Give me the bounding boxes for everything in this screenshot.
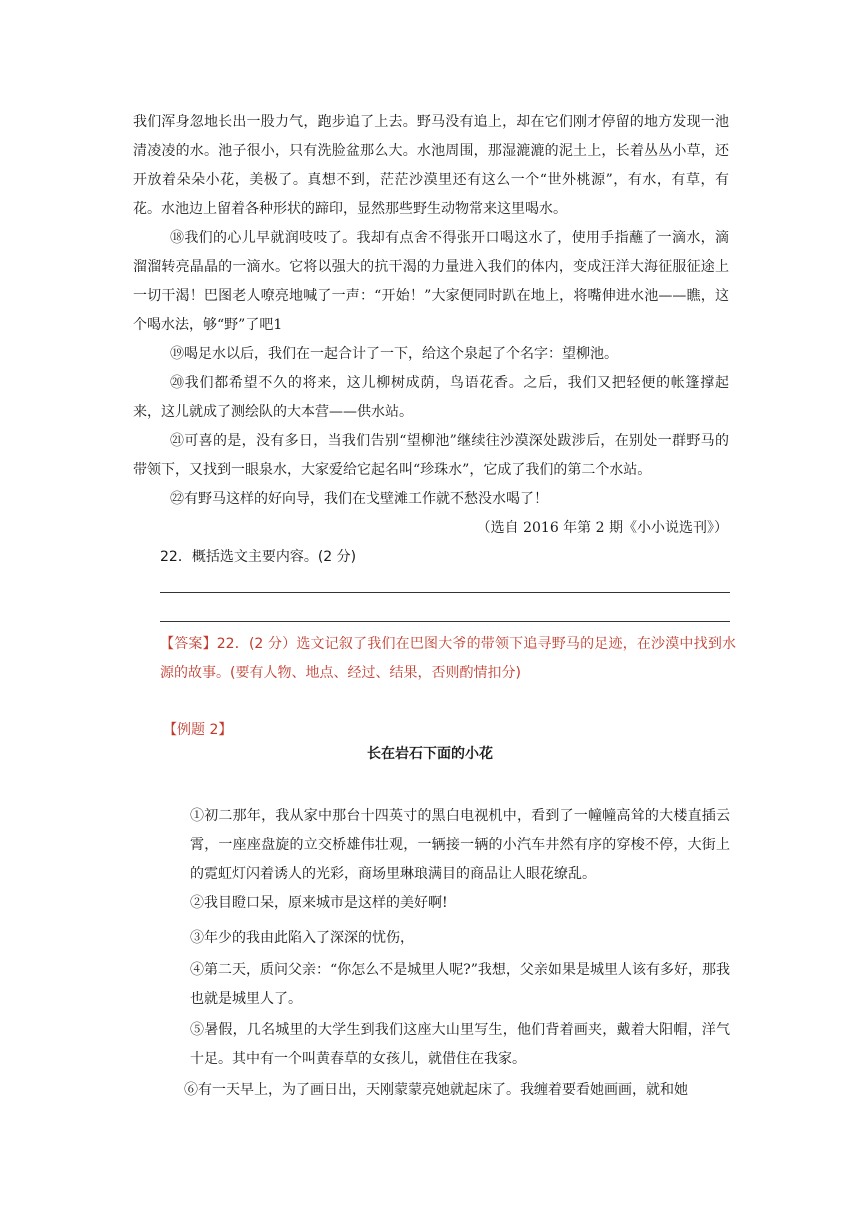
story-paragraph-2: ②我目瞪口呆，原来城市是这样的美好啊! <box>190 895 448 911</box>
story-paragraph-3: ③年少的我由此陷入了深深的忧伤， <box>190 930 414 946</box>
paragraph-21: ㉑可喜的是，没有多日，当我们告别“望柳池”继续往沙漠深处跋涉后，在别处一群野马的带领下，又找到一眼泉水，大家爱给它起名叫“珍珠水”，它成了我们的第二个水站。 <box>133 433 729 478</box>
story-paragraph-6: ⑥有一天早上，为了画日出，天刚蒙蒙亮她就起床了。我缠着要看她画画，就和她 <box>184 1082 688 1098</box>
paragraph-20: ⑳我们都希望不久的将来，这儿柳树成荫，鸟语花香。之后，我们又把轻便的帐篷撑起来，这儿就成了测绘队的大本营——供水站。 <box>133 375 729 420</box>
answer-label: 【答案】 <box>160 636 217 652</box>
paragraph-18: ⑱我们的心儿早就润吱吱了。我却有点舍不得张开口喝这水了，使用手指蘸了一滴水，滴溜溜转亮晶晶的一滴水。它将以强大的抗干渴的力量进入我们的体内，变成汪洋大海征服征途上一切干渴！巴图老人嘹亮地喊了一声：“开始！”大家便同时趴在地上，将嘴伸进水池——瞧，这个喝水法，够“野”了吧1 <box>133 230 729 333</box>
story-title: 长在岩石下面的小花 <box>367 746 493 762</box>
paragraph-22: ㉒有野马这样的好向导，我们在戈壁滩工作就不愁没水喝了！ <box>170 491 548 507</box>
source-citation: （选自 2016 年第 2 期《小小说选刊》） <box>476 520 728 536</box>
story-paragraph-5: ⑤暑假，几名城里的大学生到我们这座大山里写生，他们背着画夹，戴着大阳帽，洋气十足。其中有一个叫黄春草的女孩儿，就借住在我家。 <box>190 1022 730 1067</box>
answer-line-2 <box>160 621 730 622</box>
paragraph-19: ⑲喝足水以后，我们在一起合计了一下，给这个泉起了个名字：望柳池。 <box>170 346 618 362</box>
answer-block <box>160 630 736 688</box>
example-label: 【例题 2】 <box>163 722 233 738</box>
question-22: 22．概括选文主要内容。(2 分) <box>160 549 357 565</box>
story-paragraph-4: ④第二天，质问父亲：“你怎么不是城里人呢?”我想，父亲如果是城里人该有多好，那我也就是城里人了。 <box>190 962 730 1007</box>
answer-text: 22．(2 分）选文记叙了我们在巴图大爷的带领下追寻野马的足迹，在沙漠中找到水源的故事。(要有人物、地点、经过、结果，否则酌情扣分) <box>160 636 737 681</box>
story-paragraph-1: ①初二那年，我从家中那台十四英寸的黑白电视机中，看到了一幢幢高耸的大楼直插云霄，一座座盘旋的立交桥雄伟壮观，一辆接一辆的小汽车井然有序的穿梭不停，大街上的霓虹灯闪着诱人的光彩，商场里琳琅满目的商品让人眼花缭乱。 <box>190 808 730 882</box>
answer-line-1 <box>160 592 730 593</box>
paragraph-17: 我们浑身忽地长出一股力气，跑步追了上去。野马没有追上，却在它们刚才停留的地方发现一池清凌凌的水。池子很小，只有洗脸盆那么大。水池周围，那湿漉漉的泥土上，长着丛丛小草，还开放着朵朵小花，美极了。真想不到，茫茫沙漠里还有这么一个“世外桃源”，有水，有草，有花。水池边上留着各种形状的蹄印，显然那些野生动物常来这里喝水。 <box>133 114 729 217</box>
